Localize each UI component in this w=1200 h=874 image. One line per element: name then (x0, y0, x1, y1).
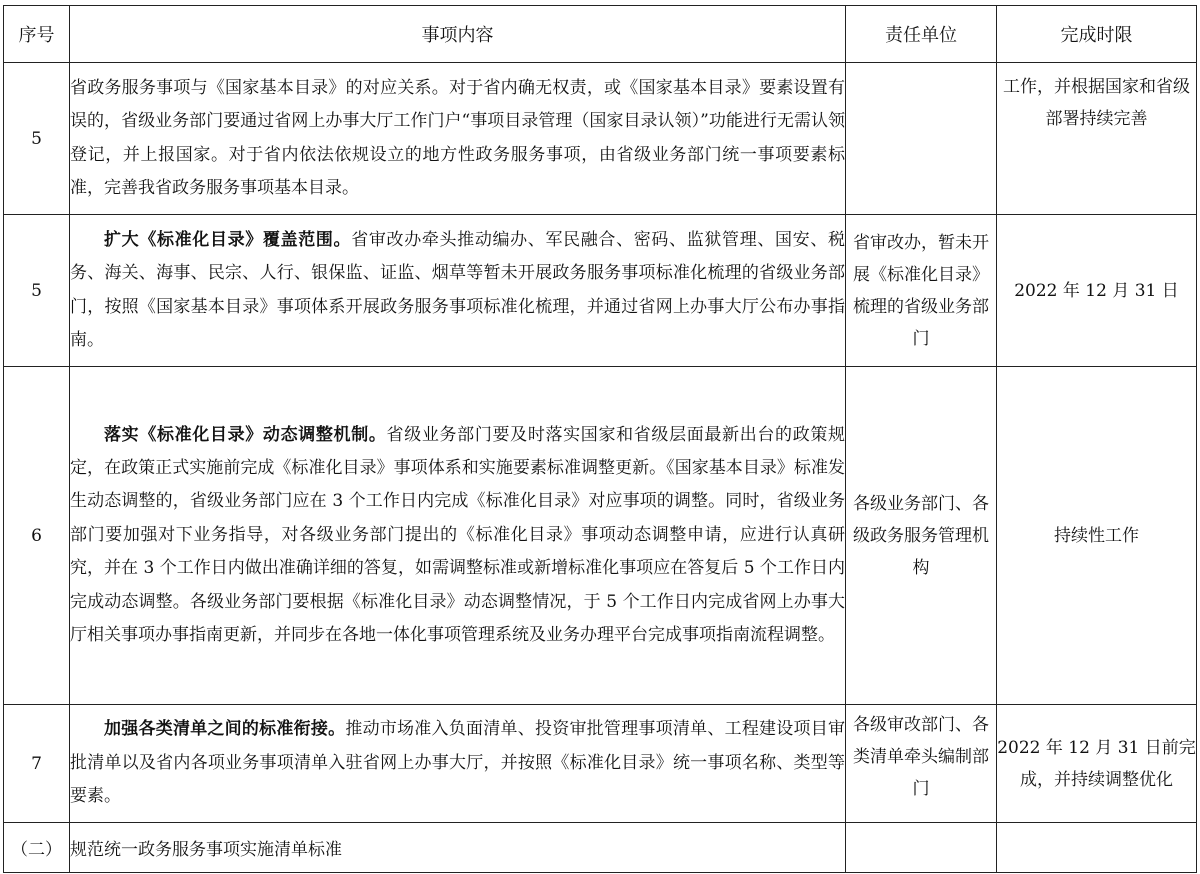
header-row (4, 6, 1197, 63)
row-unit: 各级审改部门、各类清单牵头编制部门 (846, 705, 997, 823)
row-index: 5 (4, 215, 70, 367)
section-unit-empty (846, 823, 997, 873)
row-unit: 各级业务部门、各级政务服务管理机构 (846, 367, 997, 705)
row-deadline: 2022 年 12 月 31 日前完成，并持续调整优化 (997, 705, 1197, 823)
row-deadline: 2022 年 12 月 31 日 (997, 215, 1197, 367)
table-row (4, 367, 1197, 705)
row-unit (846, 63, 997, 215)
row-title: 落实《标准化目录》动态调整机制。 (104, 424, 387, 445)
table-row (4, 215, 1197, 367)
row-title: 扩大《标准化目录》覆盖范围。 (104, 229, 352, 250)
row-index: 5 (4, 63, 70, 215)
header-index: 序号 (4, 6, 70, 63)
row-body: 省级业务部门要及时落实国家和省级层面最新出台的政策规定，在政策正式实施前完成《标准化目录》事项体系和实施要素标准调整更新。《国家基本目录》标准发生动态调整的，省级业务部门应在 3 个工作日内完成《标准化目录》对应事项的调整。同时，省级业务部门要加强对下业务指导，对各级业务部门提出的《标准化目录》事项动态调整申请，应进行认真研究，并在 3 个工作日内做出准确详细的答复，如需调整标准或新增标准化事项应在答复后 5 个工作日内完成动态调整。各级业务部门要根据《标准化目录》动态调整情况，于 5 个工作日内完成省网上办事大厅相关事项办事指南更新，并同步在各地一体化事项管理系统及业务办理平台完成事项指南流程调整。 (70, 424, 846, 646)
row-content (70, 63, 846, 215)
row-content (70, 367, 846, 705)
header-deadline: 完成时限 (997, 6, 1197, 63)
row-deadline: 持续性工作 (997, 367, 1197, 705)
row-content (70, 705, 846, 823)
row-body: 省政务服务事项与《国家基本目录》的对应关系。对于省内确无权责，或《国家基本目录》要素设置有误的，省级业务部门要通过省网上办事大厅工作门户“事项目录管理（国家目录认领）”功能进行无需认领登记，并上报国家。对于省内依法依规设立的地方性政务服务事项，由省级业务部门统一事项要素标准，完善我省政务服务事项基本目录。 (70, 77, 845, 198)
row-index: 6 (4, 367, 70, 705)
section-deadline-empty (997, 823, 1197, 873)
row-unit: 省审改办，暂未开展《标准化目录》梳理的省级业务部门 (846, 215, 997, 367)
row-title: 加强各类清单之间的标准衔接。 (104, 719, 346, 740)
row-deadline: 工作，并根据国家和省级部署持续完善 (997, 63, 1197, 215)
task-table (3, 5, 1197, 873)
table-row (4, 63, 1197, 215)
section-title: 规范统一政务服务事项实施清单标准 (70, 823, 846, 873)
row-index: 7 (4, 705, 70, 823)
row-content (70, 215, 846, 367)
row-body: 推动市场准入负面清单、投资审批管理事项清单、工程建设项目审批清单以及省内各项业务事项清单入驻省网上办事大厅，并按照《标准化目录》统一事项名称、类型等要素。 (70, 719, 846, 807)
header-content: 事项内容 (70, 6, 846, 63)
section-label: （二） (4, 823, 70, 873)
row-body: 省审改办牵头推动编办、军民融合、密码、监狱管理、国安、税务、海关、海事、民宗、人行、银保监、证监、烟草等暂未开展政务服务事项标准化梳理的省级业务部门，按照《国家基本目录》事项体系开展政务服务事项标准化梳理，并通过省网上办事大厅公布办事指南。 (70, 229, 845, 350)
header-unit: 责任单位 (846, 6, 997, 63)
section-row (4, 823, 1197, 873)
table-row (4, 705, 1197, 823)
